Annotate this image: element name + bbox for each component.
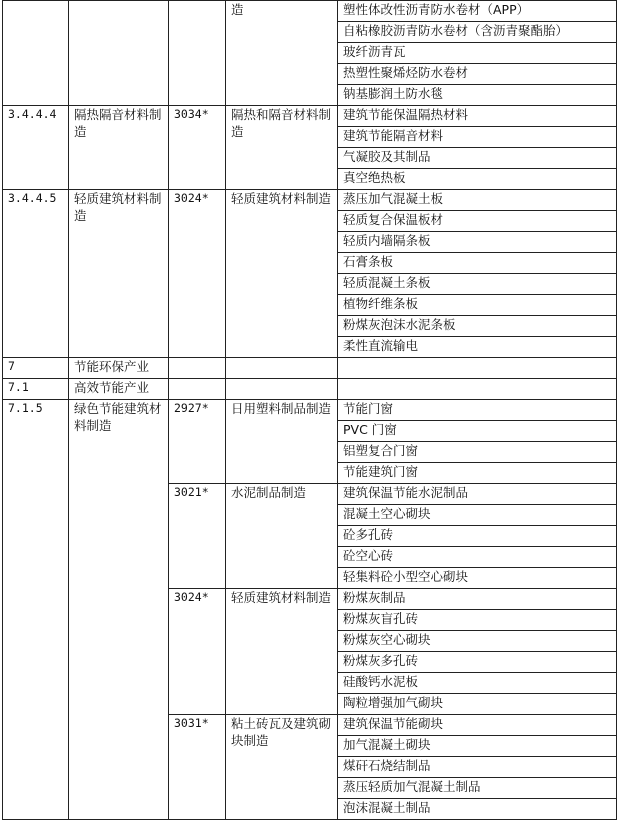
industry-code-cell: 3024* — [169, 589, 226, 715]
product-cell: 粉煤灰制品 — [338, 589, 617, 610]
product-cell: 砼空心砖 — [338, 547, 617, 568]
product-cell: 石膏条板 — [338, 253, 617, 274]
industry-code-cell — [169, 379, 226, 400]
product-cell: 热塑性聚烯烃防水卷材 — [338, 64, 617, 85]
industry-code-cell: 3024* — [169, 190, 226, 358]
product-cell: 建筑节能保温隔热材料 — [338, 106, 617, 127]
table-body — [3, 1, 617, 820]
product-cell: 蒸压轻质加气混凝土制品 — [338, 778, 617, 799]
product-cell: 粉煤灰泡沫水泥条板 — [338, 316, 617, 337]
industry-name-cell: 隔热和隔音材料制造 — [226, 106, 338, 190]
industry-classification-table — [2, 0, 617, 820]
product-cell: 煤矸石烧结制品 — [338, 757, 617, 778]
product-cell: PVC 门窗 — [338, 421, 617, 442]
product-cell: 节能门窗 — [338, 400, 617, 421]
industry-code-cell — [169, 358, 226, 379]
industry-code-cell — [169, 1, 226, 106]
industry-code-cell: 3034* — [169, 106, 226, 190]
industry-name-cell: 造 — [226, 1, 338, 106]
product-cell: 建筑节能隔音材料 — [338, 127, 617, 148]
product-cell: 泡沫混凝土制品 — [338, 799, 617, 820]
industry-name-cell — [226, 379, 338, 400]
category-cell: 节能环保产业 — [69, 358, 169, 379]
product-cell: 混凝土空心砌块 — [338, 505, 617, 526]
table-row — [3, 379, 617, 400]
product-cell: 陶粒增强加气砌块 — [338, 694, 617, 715]
product-cell: 加气混凝土砌块 — [338, 736, 617, 757]
table-row — [3, 106, 617, 127]
industry-name-cell: 日用塑料制品制造 — [226, 400, 338, 484]
product-cell: 铝塑复合门窗 — [338, 442, 617, 463]
product-cell: 真空绝热板 — [338, 169, 617, 190]
category-cell — [69, 1, 169, 106]
product-cell: 建筑保温节能砌块 — [338, 715, 617, 736]
product-cell: 气凝胶及其制品 — [338, 148, 617, 169]
category-cell: 隔热隔音材料制造 — [69, 106, 169, 190]
category-cell: 轻质建筑材料制造 — [69, 190, 169, 358]
industry-code-cell: 2927* — [169, 400, 226, 484]
product-cell: 粉煤灰空心砌块 — [338, 631, 617, 652]
product-cell: 钠基膨润土防水毯 — [338, 85, 617, 106]
product-cell: 硅酸钙水泥板 — [338, 673, 617, 694]
product-cell: 植物纤维条板 — [338, 295, 617, 316]
table-row — [3, 358, 617, 379]
code-cell: 3.4.4.5 — [3, 190, 69, 358]
industry-code-cell: 3031* — [169, 715, 226, 820]
industry-name-cell: 轻质建筑材料制造 — [226, 589, 338, 715]
product-cell: 轻集料砼小型空心砌块 — [338, 568, 617, 589]
product-cell — [338, 358, 617, 379]
product-cell: 玻纤沥青瓦 — [338, 43, 617, 64]
table-row — [3, 1, 617, 22]
table-row — [3, 400, 617, 421]
product-cell: 轻质内墙隔条板 — [338, 232, 617, 253]
category-cell: 高效节能产业 — [69, 379, 169, 400]
product-cell: 自粘橡胶沥青防水卷材（含沥青聚酯胎） — [338, 22, 617, 43]
document-page — [2, 0, 616, 815]
industry-code-cell: 3021* — [169, 484, 226, 589]
product-cell: 轻质混凝土条板 — [338, 274, 617, 295]
code-cell: 7.1.5 — [3, 400, 69, 820]
code-cell — [3, 1, 69, 106]
table-row — [3, 190, 617, 211]
code-cell: 3.4.4.4 — [3, 106, 69, 190]
product-cell: 节能建筑门窗 — [338, 463, 617, 484]
product-cell: 砼多孔砖 — [338, 526, 617, 547]
industry-name-cell — [226, 358, 338, 379]
industry-name-cell: 轻质建筑材料制造 — [226, 190, 338, 358]
product-cell: 粉煤灰多孔砖 — [338, 652, 617, 673]
product-cell: 塑性体改性沥青防水卷材（APP） — [338, 1, 617, 22]
product-cell: 粉煤灰盲孔砖 — [338, 610, 617, 631]
industry-name-cell: 粘土砖瓦及建筑砌块制造 — [226, 715, 338, 820]
product-cell: 轻质复合保温板材 — [338, 211, 617, 232]
product-cell: 建筑保温节能水泥制品 — [338, 484, 617, 505]
code-cell: 7.1 — [3, 379, 69, 400]
category-cell: 绿色节能建筑材料制造 — [69, 400, 169, 820]
product-cell — [338, 379, 617, 400]
industry-name-cell: 水泥制品制造 — [226, 484, 338, 589]
code-cell: 7 — [3, 358, 69, 379]
product-cell: 柔性直流输电 — [338, 337, 617, 358]
product-cell: 蒸压加气混凝土板 — [338, 190, 617, 211]
